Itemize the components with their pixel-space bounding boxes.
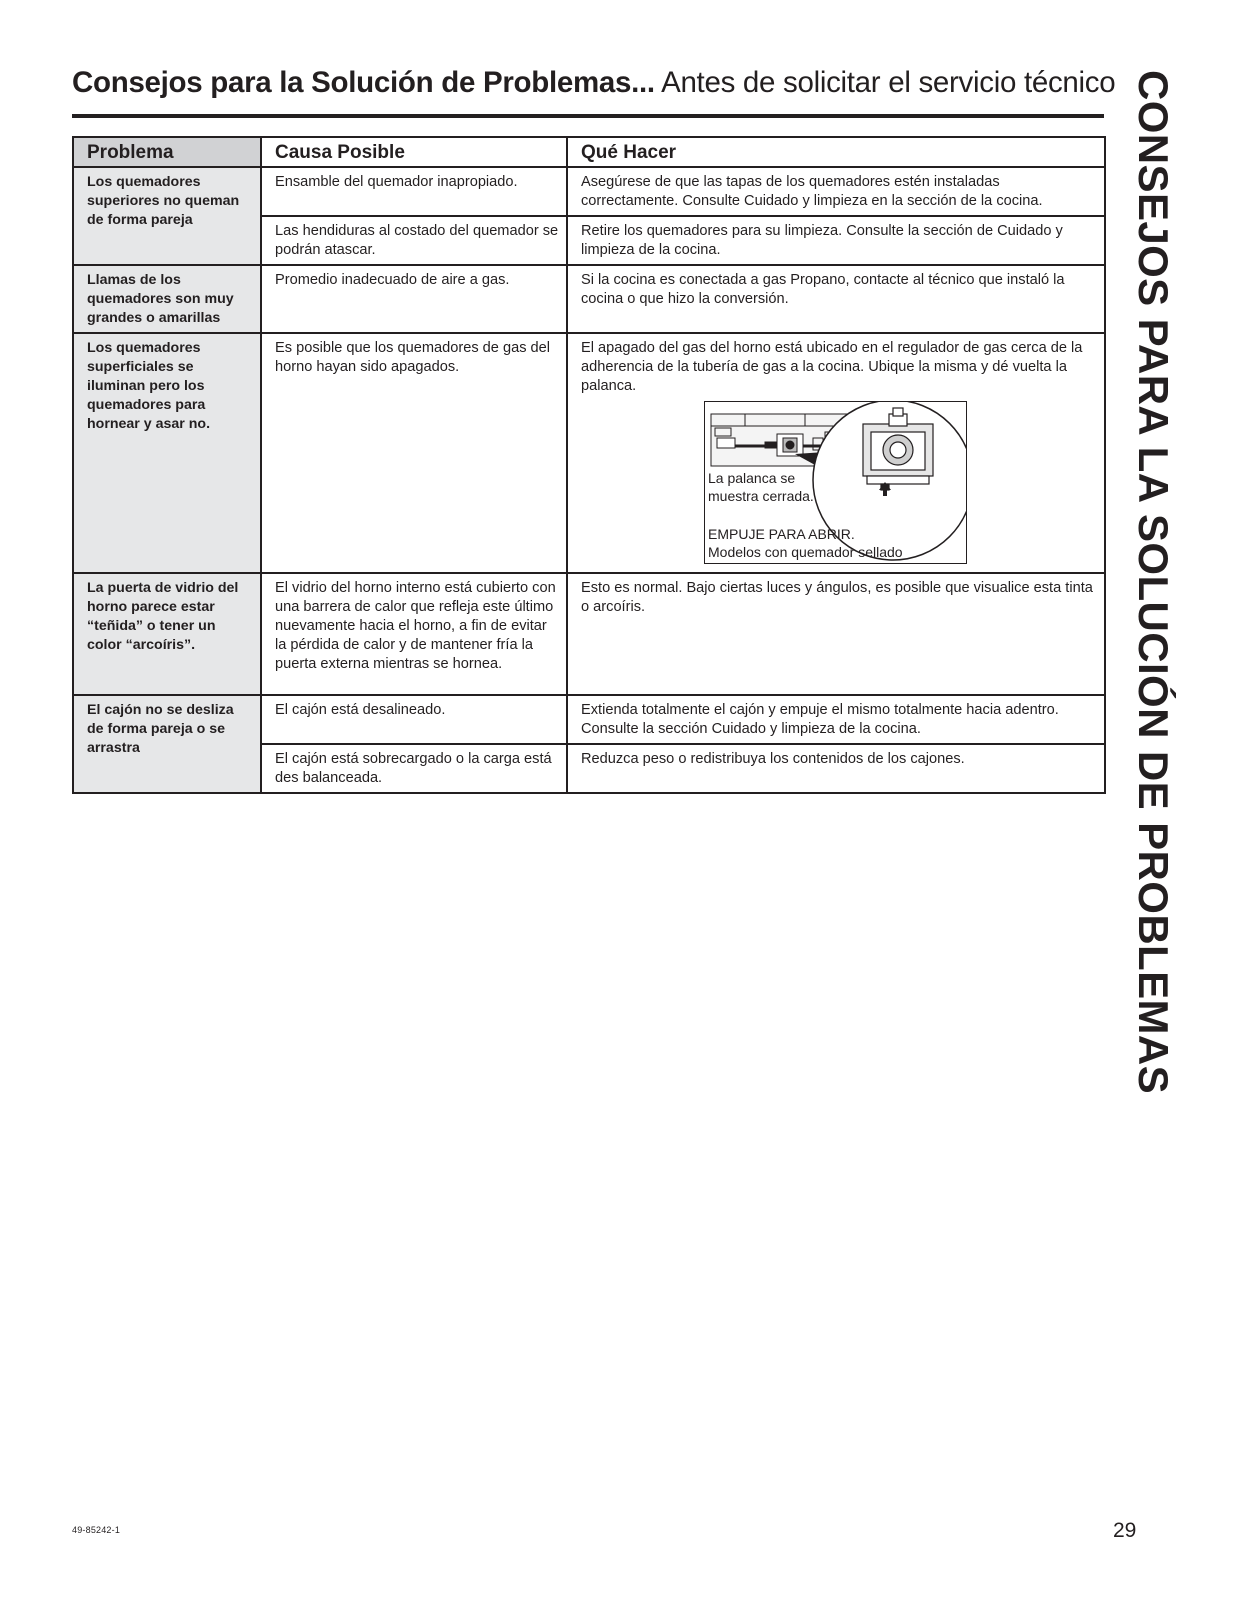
action-text: El apagado del gas del horno está ubicado en el regulador de gas cerca de la adherencia de la tubería de gas a la cocina. Ubique la misma y dé vuelta la palanca. [581, 340, 1083, 394]
page-title-bold: Consejos para la Solución de Problemas... [72, 66, 655, 99]
action-cell [567, 333, 1105, 573]
cause-cell: Las hendiduras al costado del quemador se podrán atascar. [261, 216, 567, 265]
table-row [73, 167, 1105, 216]
action-cell: Si la cocina es conectada a gas Propano, contacte al técnico que instaló la cocina o que hizo la conversión. [567, 265, 1105, 333]
page-title [72, 64, 1116, 102]
header-action: Qué Hacer [567, 137, 1105, 167]
sealed-burner-models-label: Modelos con quemador sellado [708, 544, 903, 560]
document-number: 49-85242-1 [72, 1525, 121, 1535]
header-cause: Causa Posible [261, 137, 567, 167]
page-title-regular: Antes de solicitar el servicio técnico [661, 66, 1116, 99]
cause-cell: Promedio inadecuado de aire a gas. [261, 265, 567, 333]
action-cell: Retire los quemadores para su limpieza. Consulte la sección de Cuidado y limpieza de la cocina. [567, 216, 1105, 265]
cause-cell: El vidrio del horno interno está cubierto con una barrera de calor que refleja este último nuevamente hacia el horno, a fin de evitar la pérdida de calor y de mantener fría la puerta externa mientras se hornea. [261, 573, 567, 695]
cause-cell: Es posible que los quemadores de gas del horno hayan sido apagados. [261, 333, 567, 573]
problem-cell: El cajón no se desliza de forma pareja o se arrastra [73, 695, 261, 793]
action-cell: Esto es normal. Bajo ciertas luces y ángulos, es posible que visualice esta tinta o arcoíris. [567, 573, 1105, 695]
cause-cell: Ensamble del quemador inapropiado. [261, 167, 567, 216]
page-number: 29 [1113, 1519, 1137, 1542]
lever-label-line2: muestra cerrada. [708, 488, 814, 504]
problem-cell: La puerta de vidrio del horno parece estar “teñida” o tener un color “arcoíris”. [73, 573, 261, 695]
action-cell: Extienda totalmente el cajón y empuje el mismo totalmente hacia adentro. Consulte la sección Cuidado y limpieza de la cocina. [567, 695, 1105, 744]
table-row [73, 265, 1105, 333]
troubleshooting-table [72, 136, 1106, 794]
table-row [73, 573, 1105, 695]
action-cell: Reduzca peso o redistribuya los contenidos de los cajones. [567, 744, 1105, 793]
problem-cell: Los quemadores superiores no queman de forma pareja [73, 167, 261, 265]
cause-cell: El cajón está sobrecargado o la carga está des balanceada. [261, 744, 567, 793]
side-section-title: CONSEJOS PARA LA SOLUCIÓN DE PROBLEMAS [1130, 70, 1177, 1095]
table-row [73, 695, 1105, 744]
cause-cell: El cajón está desalineado. [261, 695, 567, 744]
table-header-row [73, 137, 1105, 167]
problem-cell: Los quemadores superficiales se iluminan pero los quemadores para hornear y asar no. [73, 333, 261, 573]
table-row [73, 333, 1105, 573]
title-divider [72, 114, 1104, 118]
action-cell: Asegúrese de que las tapas de los quemadores estén instaladas correctamente. Consulte Cuidado y limpieza en la sección de la cocina. [567, 167, 1105, 216]
lever-label-line1: La palanca se [708, 470, 796, 486]
gas-shutoff-figure [704, 401, 967, 564]
header-problem: Problema [73, 137, 261, 167]
push-to-open-label: EMPUJE PARA ABRIR. [708, 526, 855, 542]
problem-cell: Llamas de los quemadores son muy grandes o amarillas [73, 265, 261, 333]
